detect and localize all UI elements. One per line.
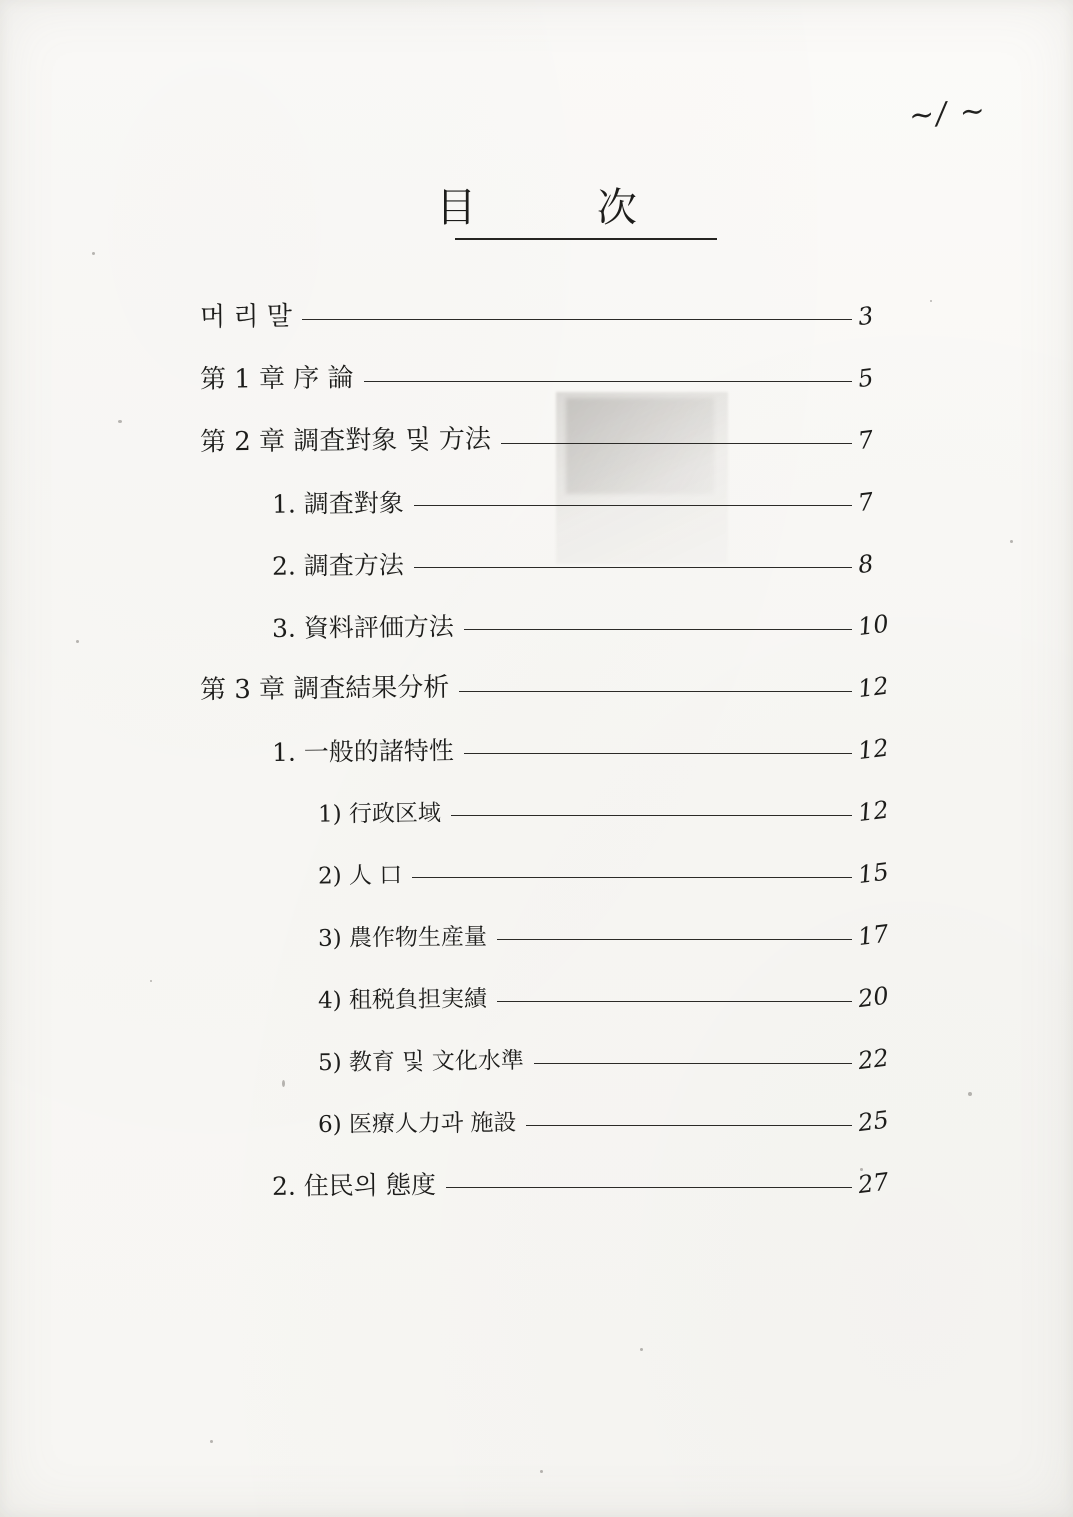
toc-entry-label: 3) 農作物生産量 [317,924,488,952]
toc-entry-page-number: 12 [856,733,891,766]
toc-entry[interactable] [0,1136,1073,1201]
toc-leader-line [412,877,852,879]
toc-entry[interactable] [0,330,1073,395]
table-of-contents [0,268,1073,1201]
toc-entry-label: 2. 調査方法 [271,550,404,581]
toc-entry-page-number: 22 [856,1043,891,1076]
toc-entry-label: 1. 一般的諸特性 [271,736,454,767]
toc-leader-line [501,443,852,445]
toc-entry-page-number: 27 [856,1167,891,1200]
toc-entry[interactable] [0,454,1073,519]
toc-entry-page-number: 17 [856,919,891,952]
toc-entry-label: 第 1 章 序 論 [199,363,354,395]
toc-entry[interactable] [0,578,1073,643]
toc-leader-line [451,815,852,817]
toc-entry[interactable] [0,392,1073,458]
toc-entry-page-number: 5 [856,363,876,394]
toc-entry-label: 2) 人 口 [317,862,403,890]
page-number-mark: ~/ ~ [907,93,989,134]
toc-entry[interactable] [0,888,1073,950]
toc-leader-line [414,505,852,507]
page-title: 目 次 [436,185,691,231]
toc-leader-line [526,1125,852,1127]
toc-entry-label: 3. 資料評価方法 [271,612,454,643]
toc-entry[interactable] [0,1012,1073,1077]
toc-entry-page-number: 12 [856,671,891,704]
toc-entry-label: 2. 住民의 態度 [271,1170,437,1201]
toc-entry[interactable] [0,702,1073,767]
toc-entry[interactable] [0,826,1073,888]
toc-leader-line [302,319,852,321]
toc-leader-line [497,939,852,941]
toc-leader-line [464,629,852,631]
toc-entry-label: 第 2 章 調査對象 및 方法 [199,424,492,458]
title-underline [455,238,717,240]
toc-entry-label: 5) 教育 및 文化水準 [317,1047,524,1077]
toc-entry-label: 머 리 말 [199,301,293,333]
toc-entry[interactable] [0,950,1073,1012]
toc-leader-line [534,1063,852,1065]
toc-entry[interactable] [0,640,1073,706]
toc-entry[interactable] [0,268,1073,333]
toc-leader-line [459,691,852,693]
toc-entry-label: 6) 医療人力과 施設 [317,1109,517,1139]
toc-entry-label: 4) 租税負担実績 [317,986,488,1014]
toc-leader-line [414,567,852,569]
toc-entry-page-number: 15 [856,857,891,890]
toc-entry-page-number: 8 [856,549,876,580]
toc-entry-label: 第 3 章 調査結果分析 [199,672,450,706]
toc-entry-page-number: 25 [856,1105,891,1138]
toc-entry-page-number: 12 [856,795,891,828]
toc-leader-line [497,1001,852,1003]
toc-entry-page-number: 7 [856,487,876,518]
toc-entry-page-number: 10 [856,609,891,642]
toc-leader-line [464,753,852,755]
toc-entry-page-number: 7 [856,425,876,456]
toc-entry-page-number: 3 [856,301,876,332]
toc-entry-label: 1. 調査對象 [271,488,404,519]
toc-leader-line [364,381,852,383]
toc-leader-line [446,1187,852,1189]
toc-entry[interactable] [0,1074,1073,1139]
toc-entry-label: 1) 行政区域 [317,800,442,828]
toc-entry[interactable] [0,516,1073,581]
toc-entry-page-number: 20 [856,981,891,1014]
toc-entry[interactable] [0,764,1073,826]
